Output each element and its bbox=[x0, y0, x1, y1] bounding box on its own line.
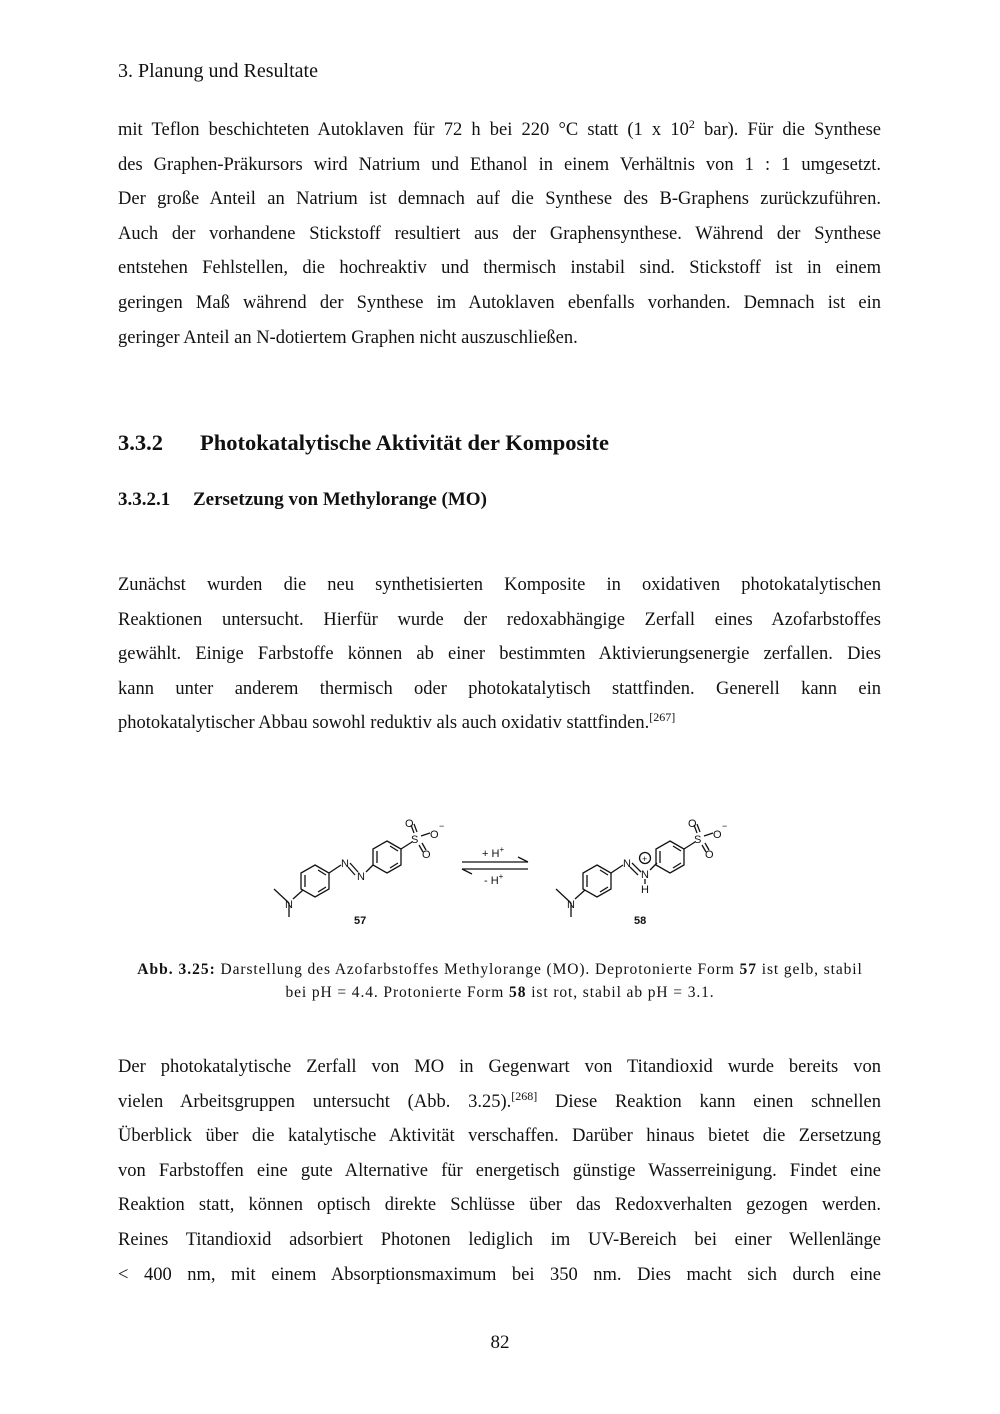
subsection-heading bbox=[118, 489, 487, 511]
reaction-scheme bbox=[0, 800, 1000, 940]
text-line: Reines Titandioxid adsorbiert Photonen lediglich im UV-Bereich bei einer Wellenlänge bbox=[118, 1229, 881, 1250]
citation: [268] bbox=[511, 1088, 538, 1103]
charge-label: + bbox=[642, 854, 648, 864]
text-line: Überblick über die katalytische Aktivität verschaffen. Darüber hinaus bietet die Zersetzung bbox=[118, 1126, 881, 1147]
atom-label: N bbox=[623, 858, 631, 870]
text-line: Auch der vorhandene Stickstoff resultiert aus der Graphensynthese. Während der Synthese bbox=[118, 223, 881, 244]
charge-label: − bbox=[722, 821, 728, 831]
text-line: < 400 nm, mit einem Absorptionsmaximum bei 350 nm. Dies macht sich durch eine bbox=[118, 1264, 881, 1285]
atom-label: O bbox=[430, 829, 439, 841]
text-line: Reaktionen untersucht. Hierfür wurde der redoxabhängige Zerfall eines Azofarbstoffes bbox=[118, 609, 881, 630]
atom-label: O bbox=[405, 818, 414, 830]
atom-label: N bbox=[641, 869, 649, 881]
paragraph-teflon bbox=[118, 113, 881, 355]
text-line: vielen Arbeitsgruppen untersucht (Abb. 3.25).[268] Diese Reaktion kann einen schnellen bbox=[118, 1088, 881, 1112]
text-line: geringen Maß während der Synthese im Autoklaven ebenfalls vorhanden. Demnach ist ein bbox=[118, 292, 881, 313]
text-line: entstehen Fehlstellen, die hochreaktiv und thermisch instabil sind. Stickstoff ist in einem bbox=[118, 258, 881, 279]
figure-caption: Abb. 3.25: Darstellung des Azofarbstoffes Methylorange (MO). Deprotonierte Form 57 ist gelb, stabil bei pH = 4.4. Protonierte Form 58 ist rot, stabil ab pH = 3.1. bbox=[137, 961, 863, 1001]
text-line: Der photokatalytische Zerfall von MO in Gegenwart von Titandioxid wurde bereits von bbox=[118, 1057, 881, 1077]
section-heading bbox=[118, 430, 609, 456]
text-line: von Farbstoffen eine gute Alternative für energetisch günstige Wasserreinigung. Findet eine bbox=[118, 1160, 881, 1181]
running-header: 3. Planung und Resultate bbox=[118, 60, 318, 82]
charge-label: − bbox=[439, 821, 445, 831]
arrow-label-forward: + H+ bbox=[482, 845, 505, 860]
text-line: gewählt. Einige Farbstoffe können ab einer bestimmten Aktivierungsenergie zerfallen. Dies bbox=[118, 644, 881, 665]
arrow-label-back: - H+ bbox=[484, 872, 504, 887]
atom-label: S bbox=[694, 834, 702, 846]
atom-label: N bbox=[285, 899, 293, 911]
atom-label: O bbox=[713, 829, 722, 841]
text-line: photokatalytischer Abbau sowohl reduktiv als auch oxidativ stattfinden.[267] bbox=[118, 710, 676, 734]
atom-label: N bbox=[567, 899, 575, 911]
section-number: 3.3.2 bbox=[118, 430, 163, 455]
text-line: des Graphen-Präkursors wird Natrium und Ethanol in einem Verhältnis von 1 : 1 umgesetzt. bbox=[118, 154, 881, 175]
compound-number-57: 57 bbox=[354, 915, 367, 927]
atom-label: H bbox=[641, 884, 649, 896]
atom-label: O bbox=[422, 849, 431, 861]
atom-label: N bbox=[341, 858, 349, 870]
compound-number-58: 58 bbox=[634, 915, 647, 927]
section-title: Photokatalytische Aktivität der Komposite bbox=[200, 430, 609, 455]
atom-label: O bbox=[688, 818, 697, 830]
text-line: geringer Anteil an N-dotiertem Graphen nicht auszuschließen. bbox=[118, 327, 578, 348]
text-line: Reaktion statt, können optisch direkte Schlüsse über das Redoxverhalten gezogen werden. bbox=[118, 1195, 881, 1216]
text-line: kann unter anderem thermisch oder photokatalytisch stattfinden. Generell kann ein bbox=[118, 678, 881, 699]
paragraph-mo-decay bbox=[118, 1050, 881, 1292]
atom-label: O bbox=[705, 849, 714, 861]
page-number: 82 bbox=[490, 1332, 510, 1353]
subsection-title: Zersetzung von Methylorange (MO) bbox=[193, 489, 487, 510]
atom-label: S bbox=[411, 834, 419, 846]
caption-label: Abb. 3.25: bbox=[137, 961, 216, 978]
citation: [267] bbox=[649, 710, 676, 725]
text-line: Zunächst wurden die neu synthetisierten Komposite in oxidativen photokatalytischen bbox=[118, 575, 881, 595]
atom-label: N bbox=[357, 871, 365, 883]
text-line: mit Teflon beschichteten Autoklaven für 72 h bei 220 °C statt (1 x $10^2$ bar). Für die Synthese bbox=[118, 117, 881, 140]
paragraph-intro bbox=[118, 568, 881, 741]
text-line: Der große Anteil an Natrium ist demnach auf die Synthese des B-Graphens zurückzuführen. bbox=[118, 189, 881, 210]
subsection-number: 3.3.2.1 bbox=[118, 489, 171, 510]
